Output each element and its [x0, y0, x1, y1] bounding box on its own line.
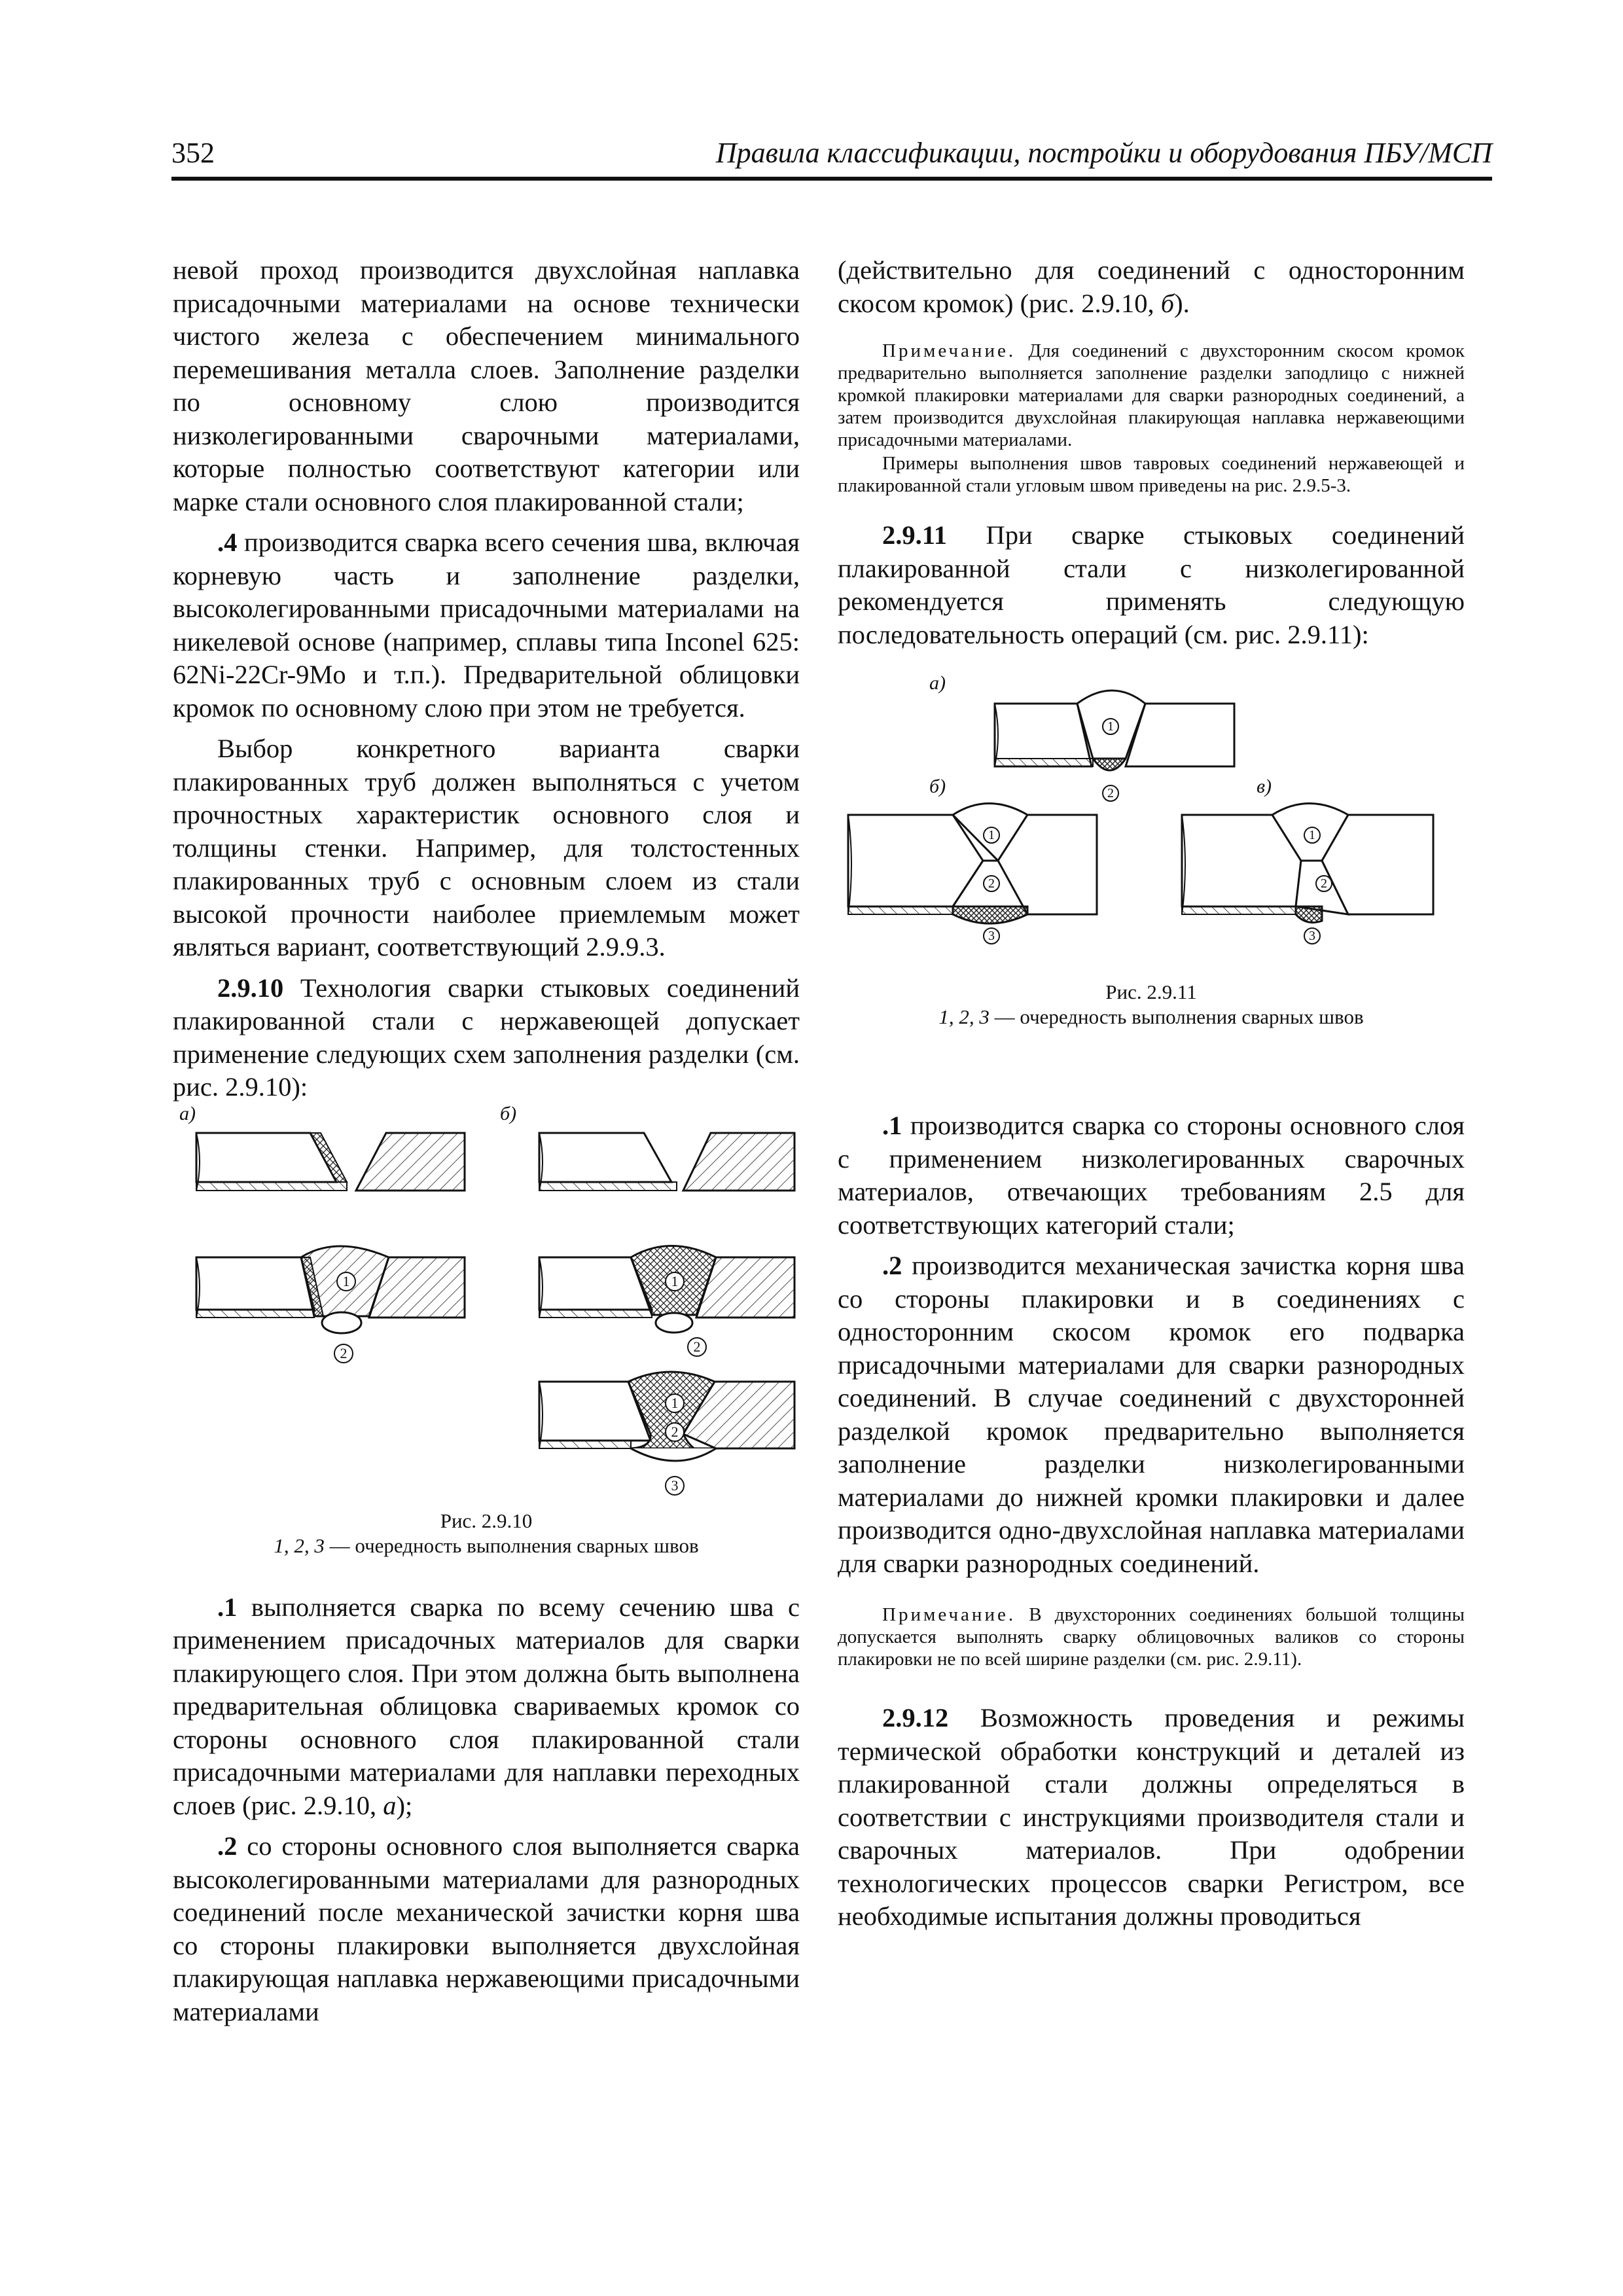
clause-number: .4 [217, 528, 238, 557]
section-number: 2.9.12 [882, 1703, 949, 1732]
note-block [838, 340, 1465, 497]
seam-number-3: 3 [1304, 927, 1321, 944]
paragraph: .1 выполняется сварка по всему сечению шва с применением присадочных материалов для сварки плакирующего слоя. При этом должна быть выполнена предварительная облицовка свариваемых кромок со стороны основного слоя плакированной стали присадочными материалами для наплавки переходных слоев (рис. 2.9.10, а); [173, 1592, 800, 1820]
seam-number-2: 2 [1315, 875, 1332, 892]
seam-number-2: 2 [983, 875, 1000, 892]
seam-number-1: 1 [1304, 827, 1321, 844]
seam-number-1: 1 [336, 1272, 356, 1291]
note: Примечание. Для соединений с двухсторонним скосом кромок предварительно выполняется заполнение разделки заподлицо с нижней кромкой плакировки материалами для сварки разнородных соединений, а затем производится двухслойная плакирующая наплавка нержавеющими присадочными материалами. [838, 340, 1465, 450]
note: Примечание. В двухсторонних соединениях большой толщины допускается выполнять сварку облицовочных валиков со стороны плакировки не по всей ширине разделки (см. рис. 2.9.11). [838, 1604, 1465, 1670]
right-column [838, 254, 1465, 1933]
paragraph: .2 производится механическая зачистка корня шва со стороны плакировки и в соединениях с односторонним скосом кромок его подварка присадочными материалами для сварки разнородных соединений. В случае соединений с двухсторонней разделкой кромок предварительно выполняется заполнение разделки низколегированными материалами до нижней кромки плакировки и далее производится одно-двухслойная наплавка материалами для сварки разнородных соединений. [838, 1251, 1465, 1578]
seam-number-2: 2 [1102, 785, 1119, 802]
figure-caption: Рис. 2.9.11 1, 2, 3 — очередность выполнения сварных швов [938, 980, 1364, 1028]
paragraph: .4 производится сварка всего сечения шва, включая корневую часть и заполнение разделки, высоколегированными присадочными материалами на никелевой основе (например, сплавы типа Inconel 625: 62Ni-22Cr-9Mo и т.п.). Предварительной облицовки кромок по основному слою при этом не требуется. [173, 528, 800, 723]
figure-2-9-11 [838, 672, 1465, 1050]
section-number: 2.9.10 [217, 973, 284, 1003]
figure-label-a: а) [179, 1102, 196, 1124]
paragraph: 2.9.11 При сварке стыковых соединений плакированной стали с низколегированной рекомендуется применять следующую последовательность операций (см. рис. 2.9.11): [838, 520, 1465, 649]
seam-number-1: 1 [665, 1272, 685, 1291]
seam-number-1: 1 [983, 827, 1000, 844]
seam-number-2: 2 [687, 1337, 707, 1357]
figure-2-9-10 [173, 1102, 800, 1565]
seam-number-1: 1 [1102, 718, 1119, 735]
clause-number: .2 [217, 1831, 238, 1861]
section-number: 2.9.11 [882, 520, 948, 550]
figure-label-b: б) [929, 776, 946, 797]
figure-label-c: в) [1257, 776, 1272, 797]
seam-number-2: 2 [334, 1344, 353, 1363]
running-title: Правила классификации, постройки и оборудования ПБУ/МСП [715, 137, 1492, 169]
note-label: Примечание. [882, 1604, 1016, 1625]
weld-diagram-2-9-11 [838, 677, 1465, 965]
paragraph: 2.9.10 Технология сварки стыковых соединений плакированной стали с нержавеющей допускает применение следующих схем заполнения разделки (см. рис. 2.9.10): [173, 973, 800, 1102]
paragraph: .2 со стороны основного слоя выполняется сварка высоколегированными материалами для разнородных соединений после механической зачистки корня шва со стороны плакировки выполняется двухслойная плакирующая наплавка нержавеющими присадочными материалами [173, 1831, 800, 2026]
seam-number-3: 3 [983, 927, 1000, 944]
note-label: Примечание. [882, 340, 1016, 361]
seam-number-3: 3 [665, 1476, 685, 1496]
seam-number-1: 1 [665, 1393, 685, 1413]
clause-number: .1 [217, 1592, 238, 1622]
figure-label-a: а) [929, 672, 946, 694]
figure-caption: Рис. 2.9.10 1, 2, 3 — очередность выполнения сварных швов [274, 1509, 699, 1557]
seam-number-2: 2 [665, 1422, 685, 1442]
note: Примеры выполнения швов тавровых соединений нержавеющей и плакированной стали угловым швом приведены на рис. 2.9.5-3. [838, 453, 1465, 496]
clause-number: .2 [882, 1251, 902, 1280]
paragraph: (действительно для соединений с односторонним скосом кромок) (рис. 2.9.10, б). [838, 255, 1465, 318]
paragraph: невой проход производится двухслойная наплавка присадочными материалами на основе технически чистого железа с обеспечением минимального перемешивания металла слоев. Заполнение разделки по основному слою производится низколегированными сварочными материалами, которые полностью соответствуют категории или марке стали основного слоя плакированной стали; [173, 255, 800, 516]
page-number: 352 [171, 137, 215, 169]
figure-label-b: б) [500, 1102, 517, 1124]
header-rule [171, 177, 1492, 181]
paragraph: Выбор конкретного варианта сварки плакированных труб должен выполняться с учетом прочностных характеристик основного слоя и толщины стенки. Например, для толстостенных плакированных труб с основным слоем из стали высокой прочности наиболее приемлемым может являться вариант, соответствующий 2.9.9.3. [173, 734, 800, 961]
paragraph: 2.9.12 Возможность проведения и режимы термической обработки конструкций и деталей из плакированной стали должны определяться в соответствии с инструкциями производителя стали и сварочных материалов. При одобрении технологических процессов сварки Регистром, все необходимые испытания должны проводиться [838, 1703, 1465, 1931]
left-column [173, 254, 800, 2028]
clause-number: .1 [882, 1111, 902, 1140]
paragraph: .1 производится сварка со стороны основного слоя с применением низколегированных сварочных материалов, отвечающих требованиям 2.5 для соответствующих категорий стали; [838, 1111, 1465, 1240]
weld-diagram-2-9-10 [173, 1107, 800, 1499]
